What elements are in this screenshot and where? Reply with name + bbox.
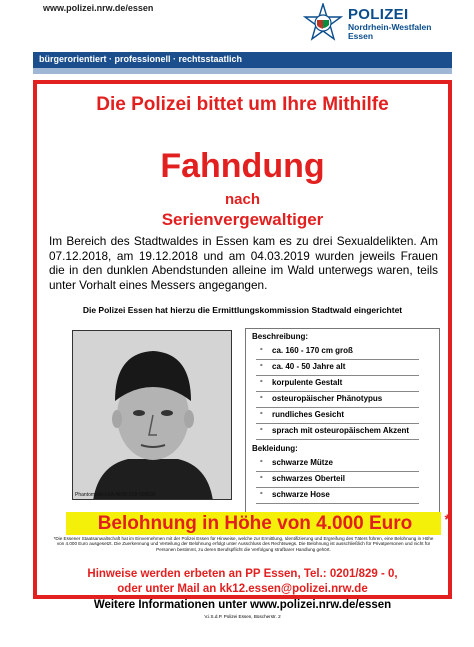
description-item: - ca. 40 - 50 Jahre alt (256, 360, 419, 376)
reward-asterisk: * (444, 511, 450, 527)
reward-fine-print: *Die Essener Staatsanwaltschaft hat im Einvernehmen mit der Polizei Essen für Hinweise, welche zur Ermittlung, Identifizierung und Ergreifung des Täters führen, eine Belohnung in Höhe von 4.000 Euro ausgesetzt. Die Zuerkennung und Verteilung der Belohnung erfolgt unter Ausschluss des Rechtswegs. Die Belohnung ist ausschließlich für Privatpersonen und nicht für Personen bestimmt, zu deren Berufspflicht die Verfolgung strafbarer Handlung gehört. (53, 536, 434, 552)
reward-banner (70, 511, 450, 535)
wanted-poster (33, 80, 452, 619)
header-url[interactable]: www.polizei.nrw.de/essen (43, 3, 154, 13)
description-box (245, 328, 440, 514)
clothing-item: - schwarze Mütze (256, 456, 419, 472)
poster-nach: nach (224, 191, 260, 208)
description-item: - sprach mit osteuropäischem Akzent (256, 424, 419, 440)
poster-headline: Fahndung (160, 147, 325, 185)
sketch-caption: Phantombild-LKA-NRW-519-009536 (75, 492, 156, 498)
reward-text: Belohnung in Höhe von 4.000 Euro (97, 513, 413, 534)
page-header (0, 0, 474, 48)
description-title: Beschreibung: (252, 332, 309, 341)
clothing-item: - schwarzes Oberteil (256, 472, 419, 488)
police-star-icon (302, 3, 344, 45)
contact-email[interactable]: oder unter Mail an kk12.essen@polizei.nrw.de (117, 583, 368, 595)
brand-subtitle-region: Nordrhein-Westfalen (348, 21, 432, 32)
decorative-stripe (33, 68, 452, 74)
commission-note: Die Polizei Essen hat hierzu die Ermittlungskommission Stadtwald eingerichtet (82, 305, 403, 315)
description-item: - osteuropäischer Phänotypus (256, 392, 419, 408)
tagline: bürgerorientiert · professionell · rechtsstaatlich (39, 54, 243, 64)
brand-subtitle-city: Essen (348, 30, 374, 41)
description-item: - korpulente Gestalt (256, 376, 419, 392)
poster-body-text: Im Bereich des Stadtwaldes in Essen kam es zu drei Sexualdelikten. Am 07.12.2018, am 19.12.2018 und am 04.03.2019 wurden jeweils Frauen die in den dunklen Abendstunden alleine im Wald unterwegs waren, teils unter Vorhalt eines Messers angegangen. (49, 234, 438, 292)
description-item: - ca. 160 - 170 cm groß (256, 344, 419, 360)
clothing-title: Bekleidung: (252, 444, 298, 453)
legal-notice: V.i.S.d.P. Polizei Essen, Büscherstr. 2 (204, 614, 281, 619)
brand-title: POLIZEI (348, 6, 409, 24)
police-logo (302, 0, 474, 48)
tagline-bar (33, 52, 452, 68)
description-item: - rundliches Gesicht (256, 408, 419, 424)
poster-intro: Die Polizei bittet um Ihre Mithilfe (96, 94, 389, 115)
contact-phone[interactable]: Hinweise werden erbeten an PP Essen, Tel.: 0201/829 - 0, (87, 568, 398, 580)
more-info-link[interactable]: Weitere Informationen unter www.polizei.nrw.de/essen (93, 599, 392, 611)
clothing-item: - schwarze Hose (256, 488, 419, 504)
poster-subject: Serienvergewaltiger (161, 210, 324, 229)
suspect-sketch (72, 330, 232, 500)
sketch-face-icon (73, 331, 232, 500)
